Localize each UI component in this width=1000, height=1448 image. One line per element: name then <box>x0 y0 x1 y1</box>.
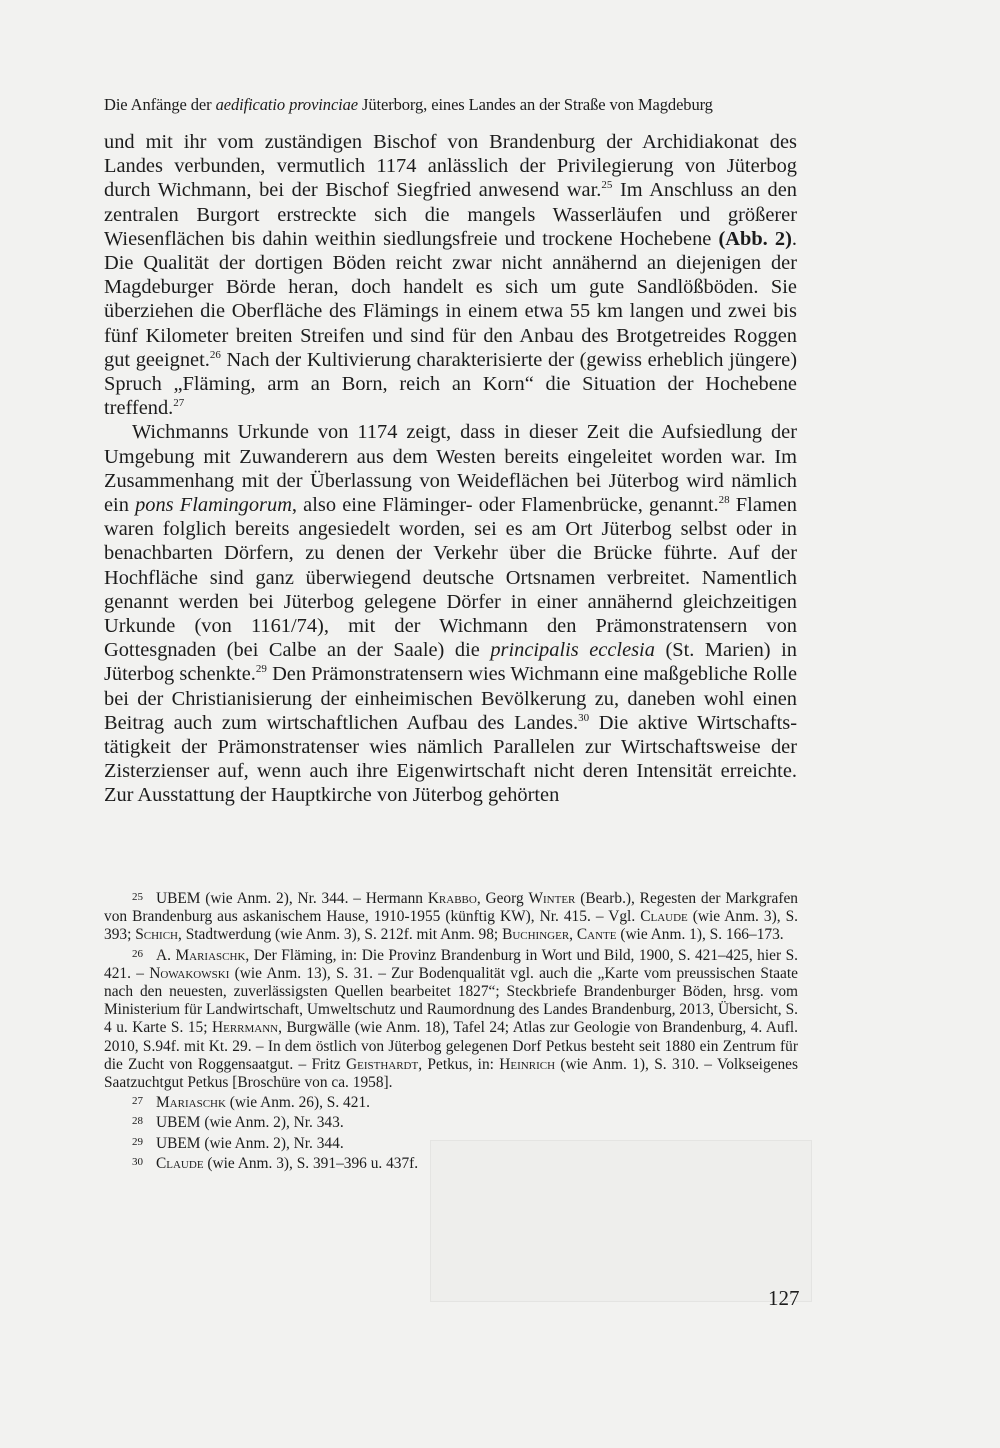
footnote-number: 26 <box>132 947 143 960</box>
footnote-number: 30 <box>132 1155 143 1168</box>
footnote-reference[interactable]: 27 <box>173 397 185 410</box>
figure-reference: (Abb. 2) <box>718 227 792 250</box>
footnote-reference[interactable]: 30 <box>578 712 590 725</box>
footnote-number: 28 <box>132 1115 143 1128</box>
footnote: 25 UBEM (wie Anm. 2), Nr. 344. – Hermann Krabbo, Georg Winter (Bearb.), Regesten der Markgrafen von Brandenburg aus askanischem Hause, 1910-1955 (künftig KW), Nr. 415. – Vgl. Claude (wie Anm. 3), S. 393; Schich, Stadtwerdung (wie Anm. 3), S. 212f. mit Anm. 98; Buchinger, Cante (wie Anm. 1), S. 166–173. <box>104 890 799 944</box>
footnote-number: 29 <box>132 1135 143 1148</box>
running-head: Die Anfänge der aedificatio provinciae Jüterborg, eines Landes an der Straße von Magdeburg <box>104 95 713 114</box>
footnote: 30 Claude (wie Anm. 3), S. 391–396 u. 437f. <box>104 1155 798 1173</box>
footnote-number: 27 <box>132 1095 143 1108</box>
footnote-reference[interactable]: 28 <box>718 494 730 507</box>
footnote: 26 A. Mariaschk, Der Fläming, in: Die Provinz Brandenburg in Wort und Bild, 1900, S. 421–425, hier S. 421. – Nowakowski (wie Anm. 13), S. 31. – Zur Bodenqualität vgl. auch die „Karte vom preussischen Staate nach den neuesten, zuverlässigsten Quellen bearbeitet 1827“; Steckbriefe Brandenburger Böden, hrsg. vom Ministerium für Landwirtschaft, Umweltschutz und Raumordnung des Landes Brandenburg, 2013, Übersicht, S. 4 u. Karte S. 15; Herrmann, Burgwälle (wie Anm. 18), Tafel 24; Atlas zur Geologie von Brandenburg, 4. Aufl. 2010, S.94f. mit Kt. 29. – In dem östlich von Jüterbog gelegenen Dorf Petkus besteht seit 1880 ein Zentrum für die Zucht von Roggensaatgut. – Fritz Geisthardt, Petkus, in: Heinrich (wie Anm. 1), S. 310. – Volkseigenes Saatzuchtgut Petkus [Broschüre von ca. 1958]. <box>104 946 798 1092</box>
footnote-reference[interactable]: 29 <box>255 663 267 676</box>
paragraph: und mit ihr vom zuständigen Bischof von Brandenburg der Archidiakonat des Landes verbunden, vermutlich 1174 anlässlich der Privilegierung von Jüterbog durch Wichmann, bei der Bischof Siegfried anwesend war.$^{25}$ Im Anschluss an den zentralen Burgort erstreckte sich die mangels Wasserläufen und größerer Wiesenflächen bis dahin weithin siedlungsfreie und trockene Hochebene (Abb. 2). Die Qualität der dortigen Böden reicht zwar nicht annähernd an diejenigen der Magdeburger Börde heran, doch handelt es sich um gute Sandlößböden. Sie überziehen die Oberfläche des Flämings in einem etwa 55 km langen und zwei bis fünf Kilometer breiten Streifen und sind für den Anbau des Brotgetreides Roggen gut geeignet.$^{26}$ Nach der Kultivierung charakterisierte der (gewiss erheblich jüngere) Spruch „Fläming, arm an Born, reich an Korn“ die Situation der Hochebene treffend.$^{27}$ <box>104 131 797 420</box>
footnote: 29 UBEM (wie Anm. 2), Nr. 344. <box>104 1135 798 1153</box>
footnotes <box>104 890 798 1173</box>
footnote: 27 Mariaschk (wie Anm. 26), S. 421. <box>104 1094 798 1112</box>
main-text <box>104 130 797 808</box>
footnote-number: 25 <box>132 891 143 903</box>
page-number: 127 <box>768 1286 800 1310</box>
paragraph: Wichmanns Urkunde von 1174 zeigt, dass in dieser Zeit die Aufsiedlung der Umgebung mit Zuwanderern aus dem Westen bereits eingeleitet worden war. Im Zusammenhang mit der Überlassung von Weideflächen bei Jüterbog wird nämlich ein pons Flamingorum, also eine Fläminger- oder Flamenbrücke, genannt.$^{28}$ Flamen waren folglich bereits angesiedelt worden, sei es am Ort Jüterbog selbst oder in benachbarten Dörfern, zu denen der Verkehr über die Brücke führte. Auf der Hochfläche sind ganz überwiegend deutsche Ortsnamen verbreitet. Namentlich genannt werden bei Jüterbog gelegene Dörfer in einer annähernd gleichzeitigen Urkunde (von 1161/74), mit der Wichmann den Prämonstratensern von Gottesgnaden (bei Calbe an der Saale) die principalis ecclesia (St. Marien) in Jüterbog schenkte.$^{29}$ Den Prämonstratensern wies Wichmann eine maßgebliche Rolle bei der Christianisierung der einheimischen Bevölkerung zu, daneben wohl einen Beitrag auch zum wirtschaftlichen Aufbau des Landes.$^{30}$ Die aktive Wirtschaftstätigkeit der Prämonstratenser wies nämlich Parallelen zur Wirtschaftsweise der Zisterzienser auf, wenn auch ihre Eigenwirtschaft nicht deren Intensität erreichte. Zur Ausstattung der Hauptkirche von Jüterbog gehörten <box>104 421 797 807</box>
footnote-reference[interactable]: 25 <box>601 179 613 192</box>
footnote: 28 UBEM (wie Anm. 2), Nr. 343. <box>104 1114 798 1132</box>
footnote-reference[interactable]: 26 <box>209 349 221 362</box>
